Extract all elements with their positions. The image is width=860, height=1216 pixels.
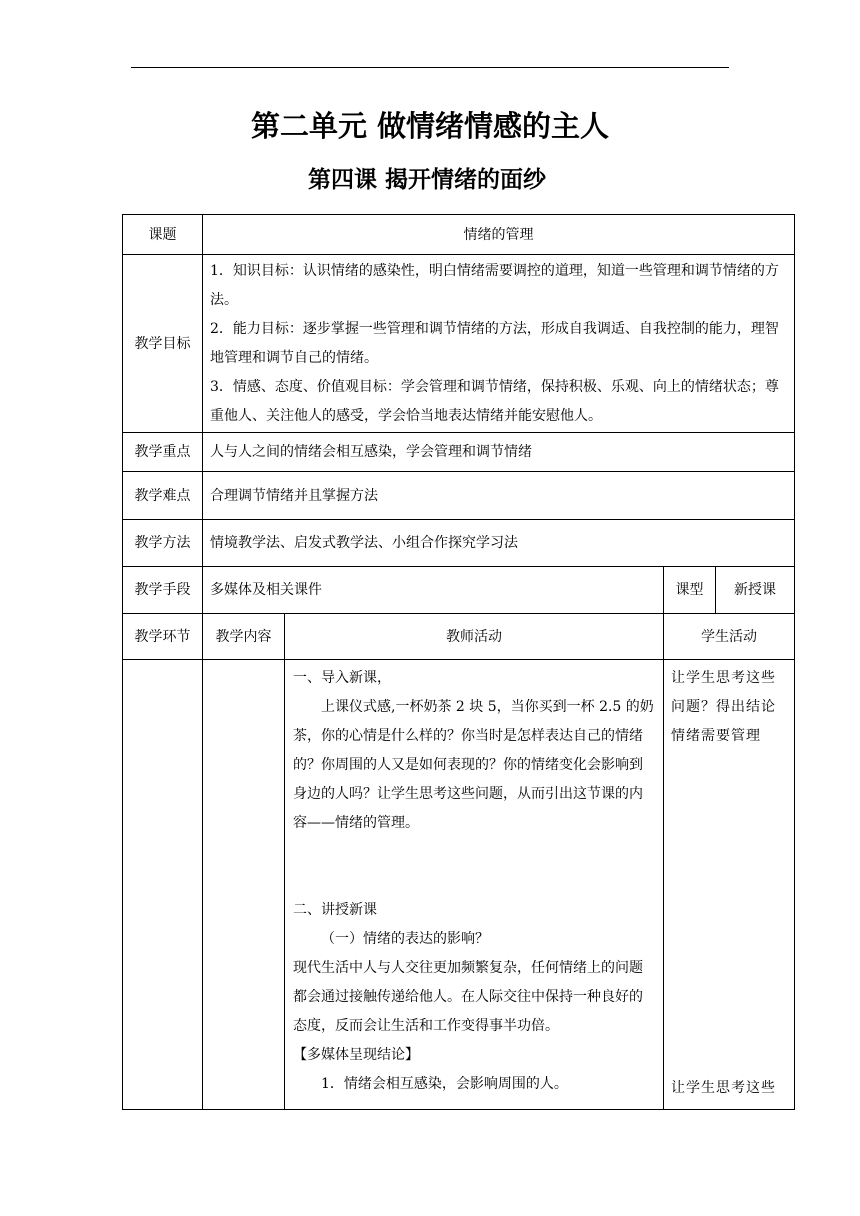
key-point-value: 人与人之间的情绪会相互感染，学会管理和调节情绪 xyxy=(203,433,795,472)
key-point-label: 教学重点 xyxy=(123,433,203,472)
row-means xyxy=(123,567,795,614)
method-label: 教学方法 xyxy=(123,520,203,567)
conclusion-1: 1．情绪会相互感染，会影响周围的人。 xyxy=(321,1076,568,1092)
goals-label: 教学目标 xyxy=(123,255,203,433)
topic-value: 情绪的管理 xyxy=(203,215,795,255)
goal-emotion: 3．情感、态度、价值观目标：学会管理和调节情绪，保持积极、乐观、向上的情绪状态；尊重他人、关注他人的感受，学会恰当地表达情绪并能安慰他人。 xyxy=(210,378,779,424)
student-note-1: 让学生思考这些问题？得出结论情绪需要管理 xyxy=(671,670,776,744)
spacer xyxy=(293,838,655,896)
goal-ability: 2．能力目标：逐步掌握一些管理和调节情绪的方法，形成自我调适、自我控制的能力，理智地管理和调节自己的情绪。 xyxy=(210,320,779,366)
difficulty-label: 教学难点 xyxy=(123,472,203,520)
topic-label: 课题 xyxy=(123,215,203,255)
lesson-type-label: 课型 xyxy=(664,567,716,614)
multimedia-label: 【多媒体呈现结论】 xyxy=(293,1047,419,1063)
lesson-plan-table xyxy=(122,214,795,1110)
subsection-title: （一）情绪的表达的影响？ xyxy=(321,931,489,947)
teacher-activity-header: 教师活动 xyxy=(285,614,664,660)
means-label: 教学手段 xyxy=(123,567,203,614)
means-value: 多媒体及相关课件 xyxy=(203,567,664,614)
section-intro-title: 一、导入新课， xyxy=(293,670,391,686)
row-goals xyxy=(123,255,795,433)
student-activity-cell xyxy=(664,660,795,1110)
row-key-point xyxy=(123,433,795,472)
stage-header: 教学环节 xyxy=(123,614,203,660)
section-lecture-title: 二、讲授新课 xyxy=(293,902,377,918)
goals-list xyxy=(203,255,795,433)
student-activity-header: 学生活动 xyxy=(664,614,795,660)
row-activities xyxy=(123,660,795,1110)
lesson-type-value: 新授课 xyxy=(716,567,795,614)
row-activity-header xyxy=(123,614,795,660)
row-method xyxy=(123,520,795,567)
student-note-2: 让学生思考这些 xyxy=(671,1080,776,1096)
stage-cell xyxy=(123,660,203,1110)
method-value: 情境教学法、启发式教学法、小组合作探究学习法 xyxy=(203,520,795,567)
lesson-title: 第四课 揭开情绪的面纱 xyxy=(307,167,546,193)
section-intro-body: 上课仪式感,一杯奶茶 2 块 5，当你买到一杯 2.5 的奶茶，你的心情是什么样的？你当时是怎样表达自己的情绪的？你周围的人又是如何表现的？你的情绪变化会影响到身边的人吗？让学生思考这些问题，从而引出这节课的内容——情绪的管理。 xyxy=(293,699,654,831)
header-rule xyxy=(131,67,729,68)
row-difficulty xyxy=(123,472,795,520)
content-cell xyxy=(203,660,285,1110)
content-header: 教学内容 xyxy=(203,614,285,660)
row-topic xyxy=(123,215,795,255)
unit-title: 第二单元 做情绪情感的主人 xyxy=(250,109,610,143)
teacher-activity-cell xyxy=(285,660,664,1110)
subsection-body: 现代生活中人与人交往更加频繁复杂，任何情绪上的问题都会通过接触传递给他人。在人际交往中保持一种良好的态度，反而会让生活和工作变得事半功倍。 xyxy=(293,960,643,1034)
difficulty-value: 合理调节情绪并且掌握方法 xyxy=(203,472,795,520)
goal-knowledge: 1．知识目标：认识情绪的感染性，明白情绪需要调控的道理，知道一些管理和调节情绪的方法。 xyxy=(210,262,779,308)
